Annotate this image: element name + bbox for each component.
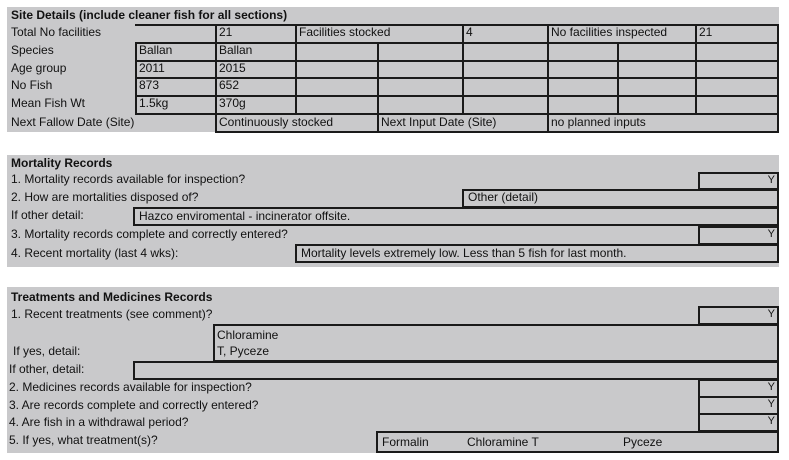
mean-fish-wt-label: Mean Fish Wt [11, 96, 86, 110]
next-fallow-date-value[interactable]: Continuously stocked [219, 115, 334, 129]
mortality-q3-label: 3. Mortality records complete and correctly entered? [11, 227, 288, 241]
site-details-title: Site Details (include cleaner fish for all sections) [11, 8, 288, 22]
no-fish-value-1[interactable]: 873 [139, 78, 160, 92]
treatments-detail-box[interactable] [213, 324, 779, 362]
treatment-answer-formalin: Formalin [382, 435, 429, 449]
treatments-q2-answer: Y [767, 381, 775, 393]
treatments-title: Treatments and Medicines Records [11, 290, 213, 304]
facilities-inspected-value[interactable]: 21 [699, 25, 713, 39]
mortality-other-label: If other detail: [11, 208, 84, 222]
treatments-q4-label: 4. Are fish in a withdrawal period? [9, 415, 189, 429]
treatments-detail-line-1: Chloramine [217, 328, 279, 342]
grid-line [547, 24, 549, 133]
grid-line [777, 24, 779, 133]
species-value-2[interactable]: Ballan [219, 43, 253, 57]
species-label: Species [11, 43, 54, 57]
grid-line [215, 24, 217, 133]
treatment-answer-chloramine: Chloramine T [467, 435, 539, 449]
treatments-q5-answer-box[interactable] [376, 431, 779, 453]
mortality-q4-answer: Mortality levels extremely low. Less than 5 fish for last month. [301, 246, 627, 260]
facilities-inspected-label: No facilities inspected [551, 25, 668, 39]
mean-fish-wt-value-2[interactable]: 370g [219, 96, 246, 110]
grid-line [377, 42, 379, 133]
species-value-1[interactable]: Ballan [139, 43, 173, 57]
treatments-detail-label: If yes, detail: [13, 344, 81, 358]
next-input-date-label: Next Input Date (Site) [381, 115, 497, 129]
age-group-value-2[interactable]: 2015 [219, 61, 246, 75]
mortality-q4-label: 4. Recent mortality (last 4 wks): [11, 246, 179, 260]
grid-line [617, 42, 619, 115]
treatments-q4-answer: Y [767, 415, 775, 427]
treatments-q3-label: 3. Are records complete and correctly entered? [9, 398, 259, 412]
next-input-date-value[interactable]: no planned inputs [551, 115, 646, 129]
grid-line [215, 131, 779, 133]
treatments-q5-label: 5. If yes, what treatment(s)? [9, 433, 158, 447]
treatments-q1-answer: Y [767, 308, 775, 320]
treatments-q1-label: 1. Recent treatments (see comment)? [11, 307, 213, 321]
treatments-q2-label: 2. Medicines records available for inspection? [9, 380, 252, 394]
grid-line [462, 24, 464, 115]
age-group-label: Age group [11, 61, 67, 75]
grid-line [135, 42, 137, 115]
grid-line [295, 24, 297, 115]
age-group-value-1[interactable]: 2011 [139, 61, 165, 75]
grid-line [695, 24, 697, 115]
mortality-title: Mortality Records [11, 156, 113, 170]
mortality-q1-label: 1. Mortality records available for inspection? [11, 172, 246, 186]
total-facilities-label: Total No facilities [11, 25, 102, 39]
treatments-detail-line-2: T, Pyceze [217, 344, 270, 358]
mortality-q3-answer: Y [767, 228, 775, 240]
mortality-q2-answer: Other (detail) [468, 190, 539, 204]
facilities-stocked-label: Facilities stocked [299, 25, 391, 39]
mortality-q1-answer: Y [767, 174, 775, 186]
no-fish-value-2[interactable]: 652 [219, 78, 240, 92]
treatments-other-label: If other, detail: [9, 362, 85, 376]
treatments-other-detail-box[interactable] [133, 361, 779, 380]
no-fish-label: No Fish [11, 78, 53, 92]
facilities-stocked-value[interactable]: 4 [466, 25, 473, 39]
total-facilities-value[interactable]: 21 [219, 25, 233, 39]
treatment-answer-pyceze: Pyceze [623, 435, 663, 449]
treatments-q3-answer: Y [767, 398, 775, 410]
mortality-q2-label: 2. How are mortalities disposed of? [11, 190, 199, 204]
next-fallow-date-label: Next Fallow Date (Site) [11, 115, 135, 129]
mortality-other-detail-value: Hazco enviromental - incinerator offsite. [139, 209, 351, 223]
mean-fish-wt-value-1[interactable]: 1.5kg [139, 96, 169, 110]
